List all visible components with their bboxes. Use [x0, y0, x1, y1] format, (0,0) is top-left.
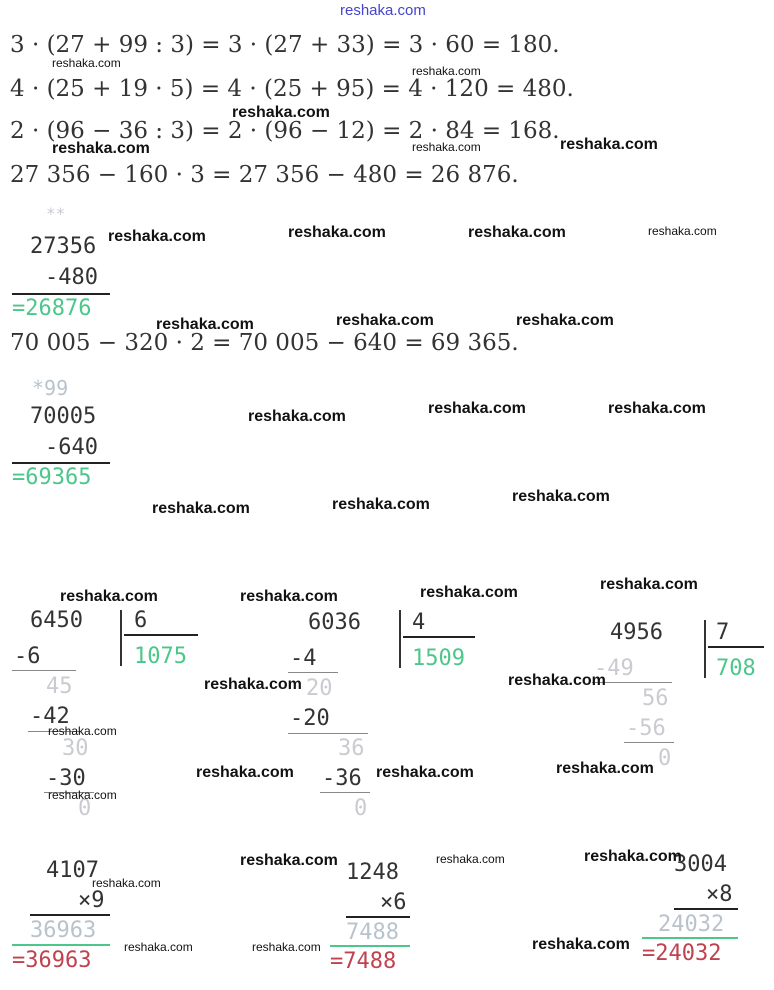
watermark: reshaka.com: [412, 64, 481, 78]
watermark: reshaka.com: [608, 400, 706, 417]
watermark: reshaka.com: [376, 764, 474, 781]
div3-step-1: -49: [594, 656, 634, 681]
div3-step-3: -56: [626, 716, 666, 741]
mul3-partial: 24032: [658, 912, 725, 937]
sub1-result: =26876: [12, 296, 92, 321]
mul2-rule: [346, 916, 410, 918]
watermark: reshaka.com: [48, 724, 117, 738]
div1-step-4: 30: [62, 736, 89, 761]
watermark: reshaka.com: [156, 316, 254, 333]
div3-step-2: 56: [642, 686, 669, 711]
watermark: reshaka.com: [556, 760, 654, 777]
div2-line-1: [288, 672, 338, 673]
div1-step-6: 0: [78, 796, 92, 821]
mul1-rule: [30, 914, 110, 916]
sub1-rule: [12, 293, 110, 295]
div2-line-2: [288, 733, 368, 734]
watermark: reshaka.com: [124, 940, 193, 954]
watermark: reshaka.com: [48, 788, 117, 802]
div2-step-2: 20: [306, 676, 333, 701]
watermark: reshaka.com: [196, 764, 294, 781]
div1-step-2: 45: [46, 674, 73, 699]
div1-step-5: -30: [46, 766, 86, 791]
div2-bracket: [399, 610, 401, 668]
watermark: reshaka.com: [516, 312, 614, 329]
equation-3: 2 · (96 − 36 : 3) = 2 · (96 − 12) = 2 · 84 = 168.: [10, 118, 560, 144]
watermark: reshaka.com: [152, 500, 250, 517]
watermark: reshaka.com: [420, 584, 518, 601]
watermark: reshaka.com: [288, 224, 386, 241]
mul2-top: 1248: [346, 860, 399, 885]
mul3-rule: [674, 908, 738, 910]
mul1-green-rule: [12, 944, 110, 946]
sub2-subtrahend: -640: [45, 435, 98, 460]
div1-divisor-rule: [124, 634, 198, 636]
div1-divisor: 6: [134, 608, 148, 633]
div3-line-2: [624, 742, 674, 743]
equation-5: 70 005 − 320 · 2 = 70 005 − 640 = 69 365.: [10, 330, 519, 356]
watermark: reshaka.com: [336, 312, 434, 329]
watermark: reshaka.com: [248, 408, 346, 425]
sub2-carry: *99: [32, 376, 69, 400]
div2-step-5: -36: [322, 766, 362, 791]
equation-4: 27 356 − 160 · 3 = 27 356 − 480 = 26 876.: [10, 162, 519, 188]
watermark: reshaka.com: [108, 228, 206, 245]
watermark: reshaka.com: [52, 140, 150, 157]
watermark: reshaka.com: [240, 588, 338, 605]
watermark: reshaka.com: [648, 224, 717, 238]
watermark: reshaka.com: [60, 588, 158, 605]
div3-dividend: 4956: [610, 620, 663, 645]
watermark: reshaka.com: [412, 140, 481, 154]
watermark: reshaka.com: [584, 848, 682, 865]
div2-step-1: -4: [290, 646, 317, 671]
mul3-result: =24032: [642, 941, 722, 966]
mul3-top: 3004: [674, 852, 727, 877]
div3-quotient: 708: [716, 656, 756, 681]
site-watermark-top: reshaka.com: [340, 2, 426, 19]
mul3-factor: ×8: [706, 882, 733, 907]
watermark: reshaka.com: [92, 876, 161, 890]
mul1-top: 4107: [46, 858, 99, 883]
div2-dividend: 6036: [308, 610, 361, 635]
mul2-partial: 7488: [346, 920, 399, 945]
sub2-top: 70005: [30, 404, 97, 429]
div2-divisor-rule: [403, 636, 475, 638]
div2-step-3: -20: [290, 706, 330, 731]
watermark: reshaka.com: [508, 672, 606, 689]
sub2-rule: [12, 462, 110, 464]
div2-step-6: 0: [354, 796, 368, 821]
div1-quotient: 1075: [134, 644, 187, 669]
div1-step-1: -6: [14, 644, 41, 669]
mul2-green-rule: [330, 945, 410, 947]
watermark: reshaka.com: [332, 496, 430, 513]
mul1-partial: 36963: [30, 918, 97, 943]
mul1-factor: ×9: [78, 888, 105, 913]
watermark: reshaka.com: [252, 940, 321, 954]
div3-step-4: 0: [658, 746, 672, 771]
watermark: reshaka.com: [600, 576, 698, 593]
watermark: reshaka.com: [204, 676, 302, 693]
div1-step-3: -42: [30, 704, 70, 729]
watermark: reshaka.com: [240, 852, 338, 869]
equation-1: 3 · (27 + 99 : 3) = 3 · (27 + 33) = 3 · 60 = 180.: [10, 32, 560, 58]
div2-divisor: 4: [412, 610, 426, 635]
mul2-factor: ×6: [380, 890, 407, 915]
div1-dividend: 6450: [30, 608, 83, 633]
watermark: reshaka.com: [532, 936, 630, 953]
div2-step-4: 36: [338, 736, 365, 761]
sub2-result: =69365: [12, 465, 92, 490]
watermark: reshaka.com: [560, 136, 658, 153]
sub1-subtrahend: -480: [45, 265, 98, 290]
watermark: reshaka.com: [468, 224, 566, 241]
watermark: reshaka.com: [428, 400, 526, 417]
mul3-green-rule: [642, 937, 738, 939]
div1-line-1: [12, 670, 76, 671]
div3-bracket: [704, 620, 706, 678]
div3-divisor: 7: [716, 620, 730, 645]
sub1-carry: **: [46, 204, 66, 223]
watermark: reshaka.com: [436, 852, 505, 866]
mul2-result: =7488: [330, 949, 397, 974]
div3-divisor-rule: [708, 646, 764, 648]
equation-2: 4 · (25 + 19 · 5) = 4 · (25 + 95) = 4 · 120 = 480.: [10, 76, 574, 102]
sub1-top: 27356: [30, 234, 97, 259]
div2-line-3: [320, 792, 370, 793]
watermark: reshaka.com: [232, 104, 330, 121]
div2-quotient: 1509: [412, 646, 465, 671]
div1-bracket: [120, 610, 122, 666]
watermark: reshaka.com: [512, 488, 610, 505]
mul1-result: =36963: [12, 948, 92, 973]
watermark: reshaka.com: [52, 56, 121, 70]
